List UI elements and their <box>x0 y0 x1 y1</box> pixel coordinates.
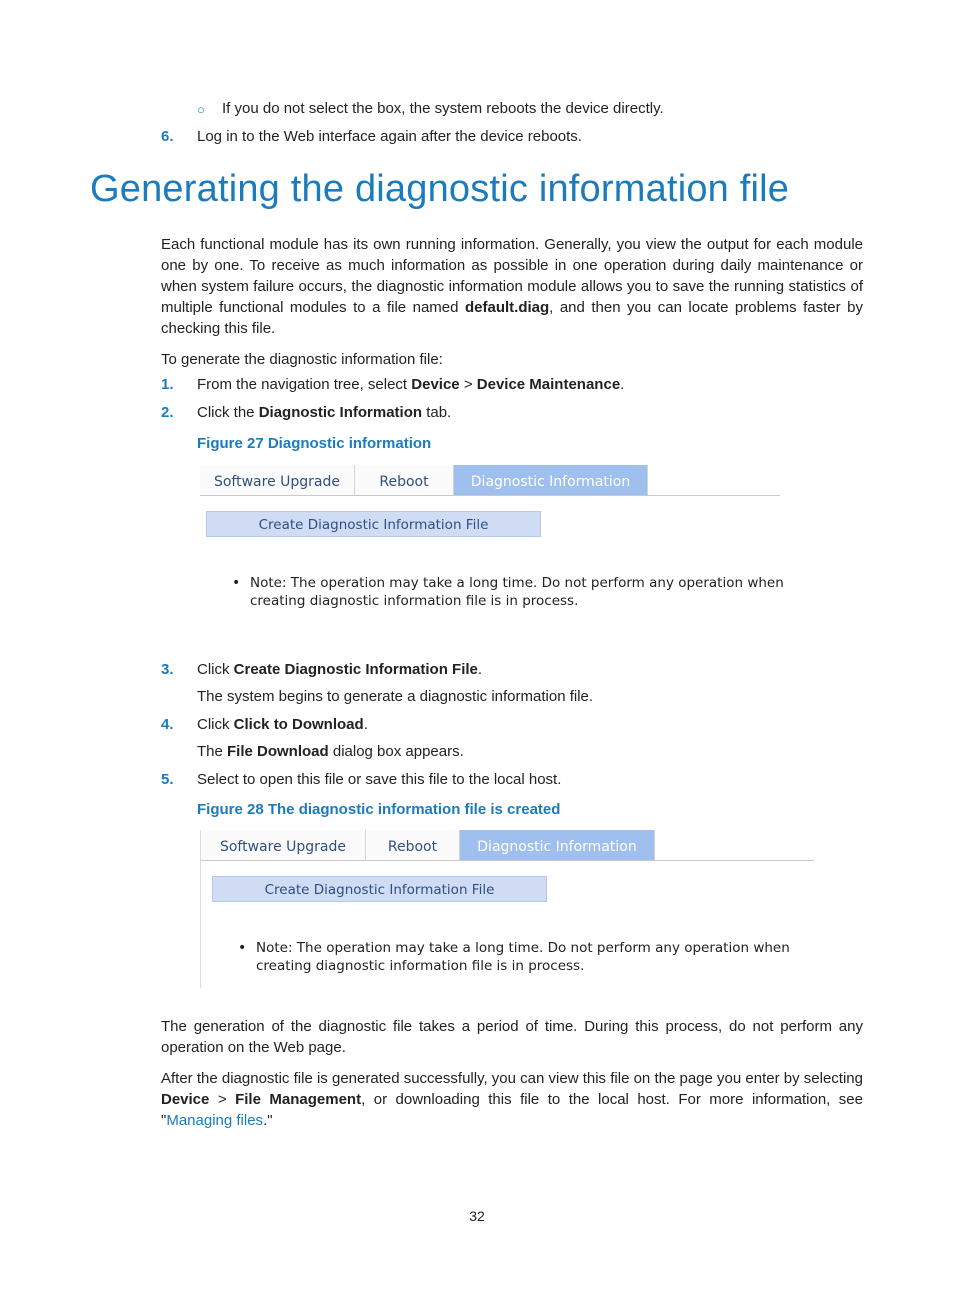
sub-bullet-text: If you do not select the box, the system reboots the device directly. <box>222 100 664 117</box>
create-diagnostic-file-button[interactable]: Create Diagnostic Information File <box>212 876 547 902</box>
step-4-result: The File Download dialog box appears. <box>197 743 464 760</box>
figure-27-caption: Figure 27 Diagnostic information <box>197 435 432 452</box>
tab-diagnostic-information[interactable]: Diagnostic Information <box>460 830 655 860</box>
tab-reboot[interactable]: Reboot <box>366 830 460 860</box>
intro-paragraph <box>161 234 863 339</box>
section-heading: Generating the diagnostic information file <box>90 168 790 210</box>
tab-reboot[interactable]: Reboot <box>355 465 454 495</box>
step-3-number: 3. <box>161 661 174 678</box>
tab-bar <box>201 830 814 861</box>
step-3-text: Click Create Diagnostic Information File. <box>197 661 483 678</box>
closing-paragraph-2: After the diagnostic file is generated successfully, you can view this file on the page you enter by selecting Device > File Management, or downloading this file to the local host. For more information, see "Managing files." <box>161 1070 863 1129</box>
step-5-number: 5. <box>161 771 174 788</box>
step-1-text: From the navigation tree, select Device > Device Maintenance. <box>197 376 625 393</box>
step-6-number: 6. <box>161 128 174 145</box>
create-diagnostic-file-button[interactable]: Create Diagnostic Information File <box>206 511 541 537</box>
figure-27-screenshot <box>200 465 784 625</box>
note-line-2: creating diagnostic information file is in process. <box>256 958 585 974</box>
step-5-text: Select to open this file or save this file to the local host. <box>197 771 562 788</box>
intro-text-a: Each functional module has its own running information. Generally, you view the output for each module one by one. To receive as much information as possible in one operation during daily maintenance or when system failure occurs, the diagnostic information module allows you to save the running statistics of multiple functional modules to a file named <box>161 236 863 316</box>
figure-28-screenshot <box>200 830 814 988</box>
intro-lead: To generate the diagnostic information file: <box>161 351 443 368</box>
operation-note <box>232 574 784 614</box>
sub-bullet-marker: ○ <box>197 102 205 117</box>
step-1-number: 1. <box>161 376 174 393</box>
intro-filename: default.diag <box>464 299 550 316</box>
step-2-text: Click the Diagnostic Information tab. <box>197 404 452 421</box>
intro-text-b: , and then you can locate problems faster by checking this file. <box>161 299 863 337</box>
managing-files-link[interactable]: Managing files <box>166 1112 264 1129</box>
tab-software-upgrade[interactable]: Software Upgrade <box>201 830 366 860</box>
note-line-1: Note: The operation may take a long time. Do not perform any operation when <box>256 940 790 956</box>
step-4-text: Click Click to Download. <box>197 716 368 733</box>
step-6-text: Log in to the Web interface again after the device reboots. <box>197 128 582 145</box>
note-line-1: Note: The operation may take a long time. Do not perform any operation when <box>250 575 784 591</box>
operation-note <box>238 939 798 979</box>
note-bullet: • <box>238 940 247 956</box>
tab-bar <box>200 465 780 496</box>
figure-28-caption: Figure 28 The diagnostic information file is created <box>197 801 561 818</box>
note-line-2: creating diagnostic information file is in process. <box>250 593 579 609</box>
page-number: 32 <box>469 1208 485 1224</box>
step-2-number: 2. <box>161 404 174 421</box>
step-4-number: 4. <box>161 716 174 733</box>
tab-diagnostic-information[interactable]: Diagnostic Information <box>454 465 648 495</box>
tab-software-upgrade[interactable]: Software Upgrade <box>200 465 355 495</box>
closing-paragraph-1: The generation of the diagnostic file takes a period of time. During this process, do not perform any operation on the Web page. <box>161 1018 863 1056</box>
note-bullet: • <box>232 575 241 591</box>
step-3-result: The system begins to generate a diagnostic information file. <box>197 688 594 705</box>
